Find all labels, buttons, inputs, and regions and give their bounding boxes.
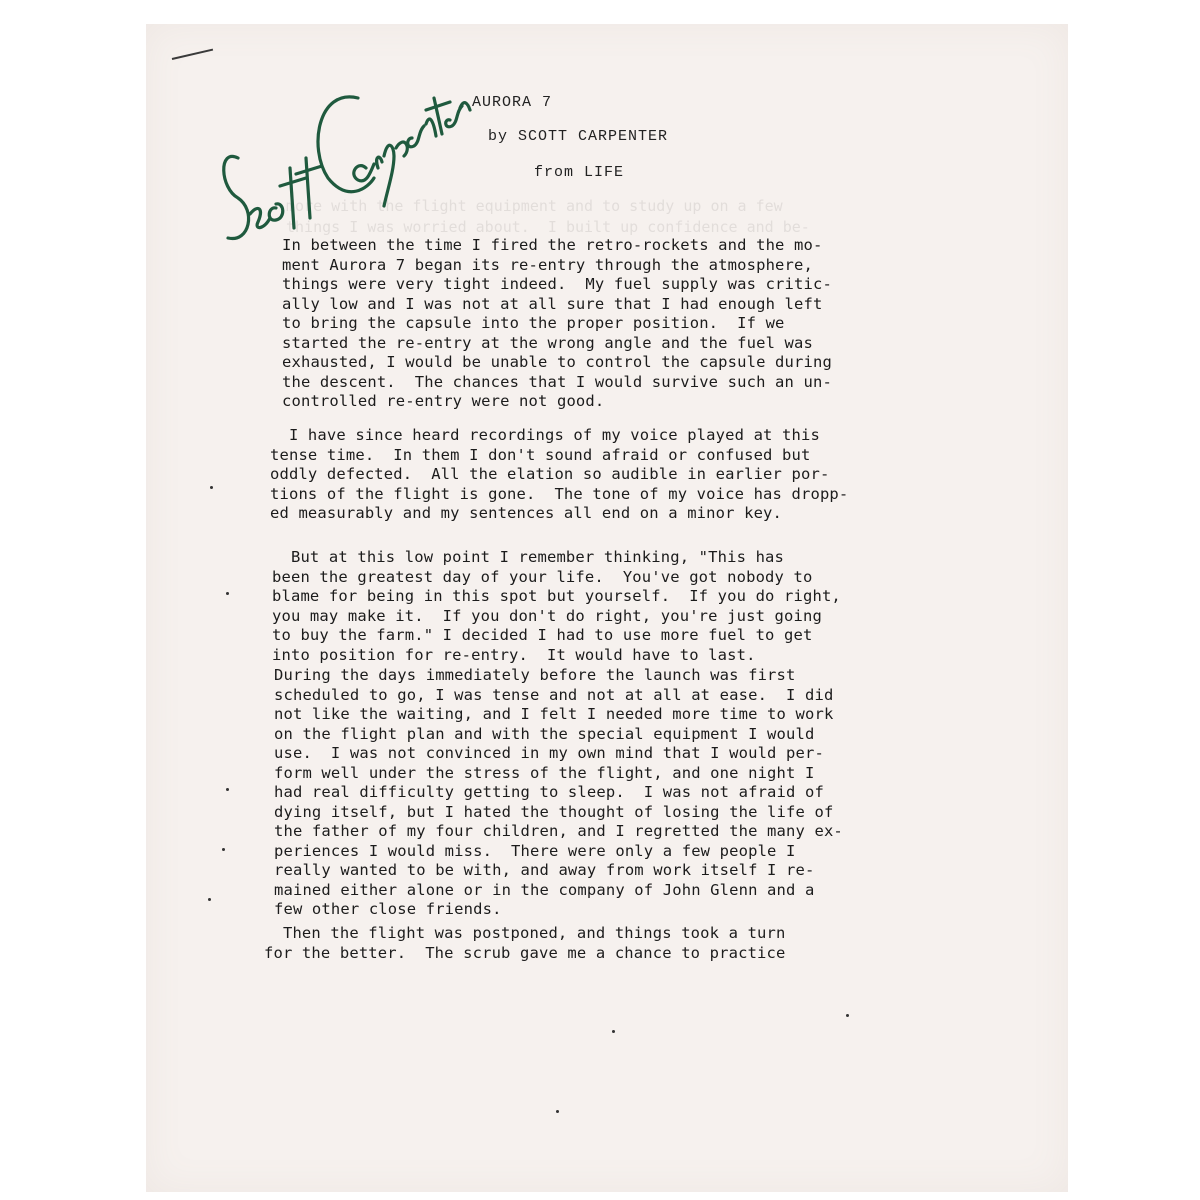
paragraph-2: I have since heard recordings of my voice played at this tense time. In them I don't sound afraid or confused but oddly defected. All the elation so audible in earlier por- tions of the flight is gone. The tone of my voice has dropp- ed measurably and my sentences all end on a minor key. [270,426,849,522]
ink-speck [612,1030,615,1033]
paragraph-1: In between the time I fired the retro-rockets and the mo- ment Aurora 7 began its re-entry through the atmosphere, things were very tight indeed. My fuel supply was critic- ally low and I was not at all sure that I had enough left to bring the capsule into the proper position. If we started the re-entry at the wrong angle and the fuel was exhausted, I would be unable to control the capsule during the descent. The chances that I would survive such an un- controlled re-entry were not good. [282,236,832,410]
ink-speck [556,1110,559,1113]
paragraph-5: Then the flight was postponed, and things took a turn for the better. The scrub gave me a chance to practice [264,924,786,962]
bleed-through-text: more with the flight equipment and to study up on a few things I was worried about. I built up confidence and be- [286,197,810,236]
document-byline: by SCOTT CARPENTER [488,128,669,145]
paragraph-3: But at this low point I remember thinking, "This has been the greatest day of your life. You've got nobody to blame for being in this spot but yourself. If you do right, you may make it. If you don't do right, you're just going to buy the farm." I decided I had to use more fuel to get into position for re-entry. It would have to last. [272,548,841,664]
document-source: from LIFE [534,164,625,181]
ink-speck [226,788,229,791]
ink-speck [846,1014,849,1017]
paragraph-4: During the days immediately before the launch was first scheduled to go, I was tense and not at all at ease. I did not like the waiting, and I felt I needed more time to work on the flight plan and with the special equipment I would use. I was not convinced in my own mind that I would per- form well under the stress of the flight, and one night I had real difficulty getting to sleep. I was not afraid of dying itself, but I hated the thought of losing the life of the father of my four children, and I regretted the many ex- periences I would miss. There were only a few people I really wanted to be with, and away from work itself I re- mained either alone or in the company of John Glenn and a few other close friends. [274,666,843,918]
ink-speck [226,592,229,595]
document-title: AURORA 7 [472,94,553,111]
ink-speck [222,848,225,851]
signature [198,38,478,258]
ink-speck [208,898,211,901]
ink-speck [210,486,213,489]
